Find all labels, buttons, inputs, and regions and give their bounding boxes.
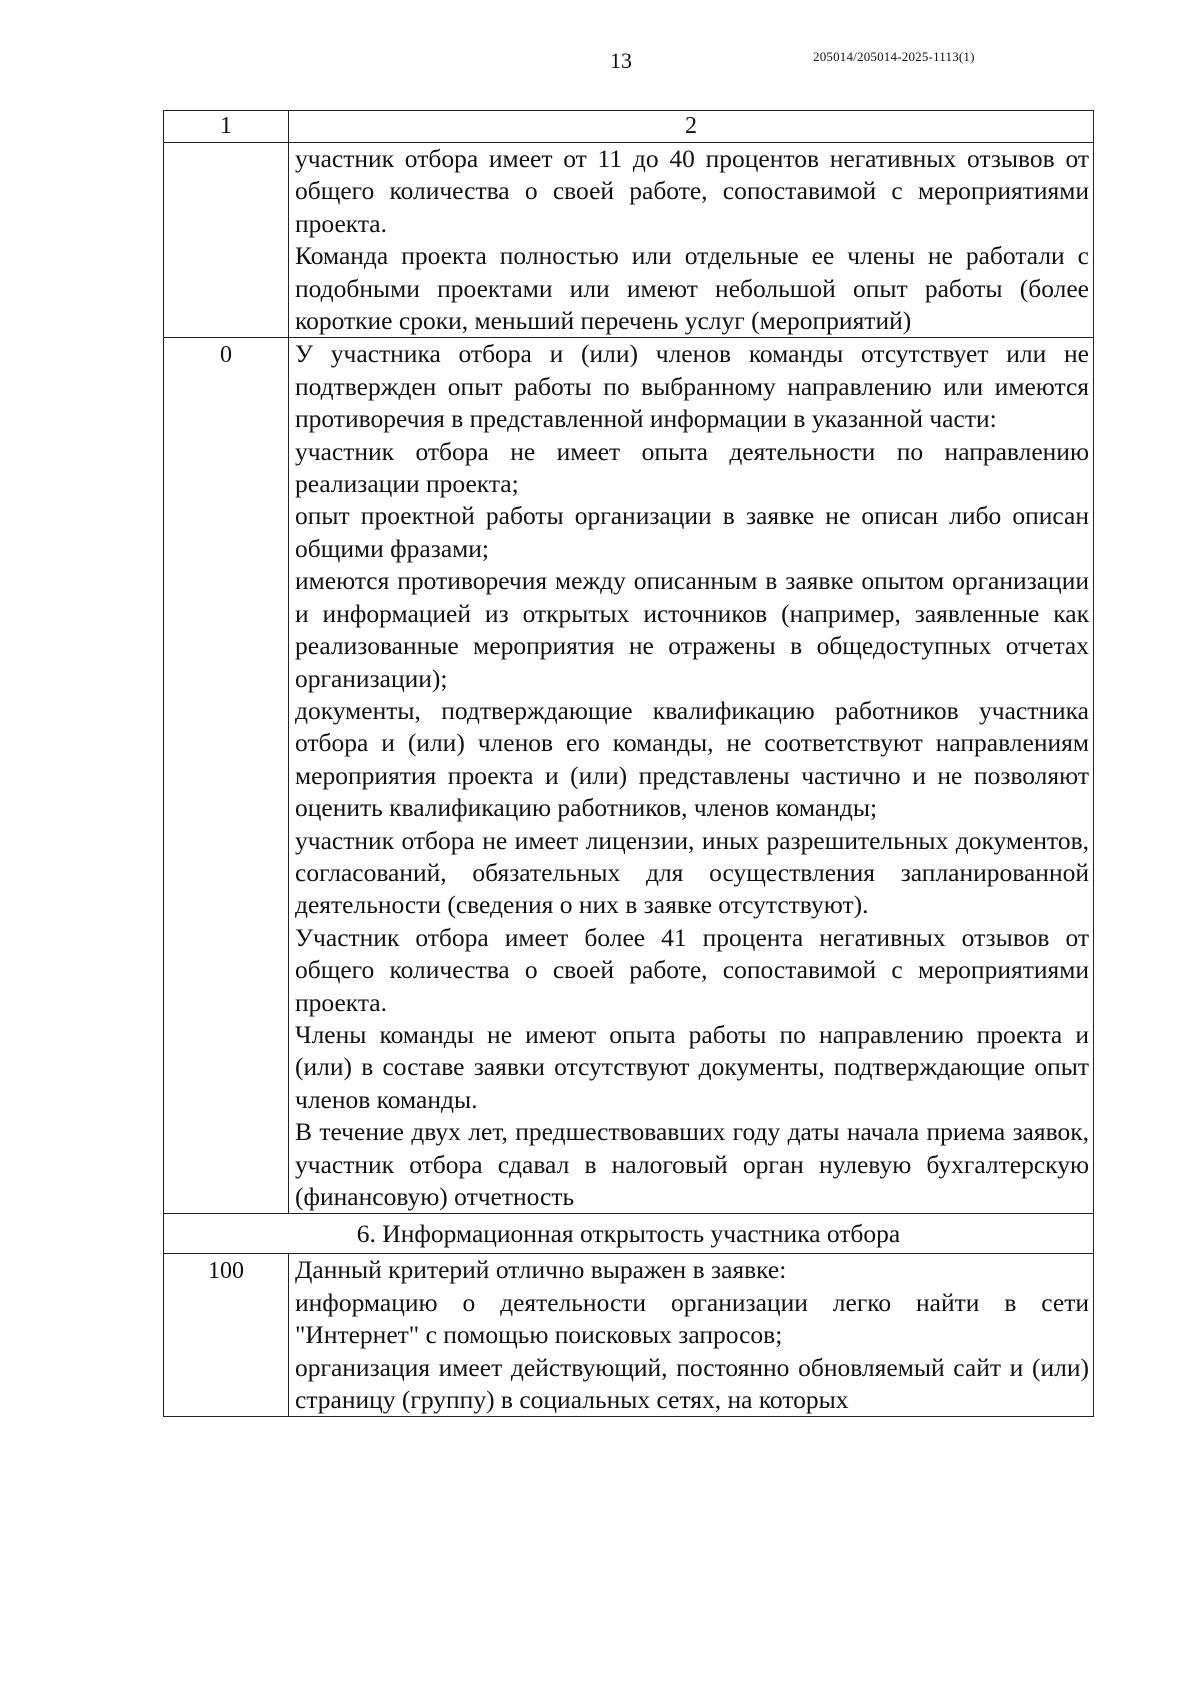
criteria-table: [163, 110, 1094, 1417]
paragraph: участник отбора имеет от 11 до 40 процентов негативных отзывов от общего количества о своей работе, сопоставимой с мероприятиями проекта.: [295, 144, 1089, 238]
column-header-description: 2: [289, 111, 1094, 143]
column-header-score: 1: [164, 111, 289, 143]
score-cell: 0: [164, 338, 289, 1214]
paragraph: информацию о деятельности организации легко найти в сети "Интернет" с помощью поисковых запросов;: [295, 1287, 1089, 1350]
table-row: [164, 1254, 1094, 1417]
table-row: [164, 143, 1094, 338]
table-row: [164, 338, 1094, 1214]
score-cell: [164, 143, 289, 338]
page-number: 13: [610, 48, 632, 73]
paragraph: Члены команды не имеют опыта работы по направлению проекта и (или) в составе заявки отсутствуют документы, подтверждающие опыт членов команды.: [295, 1019, 1089, 1114]
description-cell: [289, 338, 1094, 1214]
paragraph: участник отбора не имеет опыта деятельности по направлению реализации проекта;: [295, 436, 1089, 499]
section-title: 6. Информационная открытость участника отбора: [164, 1214, 1094, 1254]
document-code: 205014/205014-2025-1113(1): [813, 49, 975, 64]
score-cell: 100: [164, 1254, 289, 1417]
table-header-row: [164, 111, 1094, 143]
paragraph: участник отбора не имеет лицензии, иных разрешительных документов, согласований, обязательных для осуществления запланированной деятельности (сведения о них в заявке отсутствуют).: [295, 825, 1089, 920]
description-cell: [289, 143, 1094, 338]
description-cell: [289, 1254, 1094, 1417]
paragraph: В течение двух лет, предшествовавших году даты начала приема заявок, участник отбора сдавал в налоговый орган нулевую бухгалтерскую (финансовую) отчетность: [295, 1117, 1089, 1211]
paragraph: Команда проекта полностью или отдельные ее члены не работали с подобными проектами или имеют небольшой опыт работы (более короткие сроки, меньший перечень услуг (мероприятий): [295, 241, 1089, 336]
paragraph: организация имеет действующий, постоянно обновляемый сайт и (или) страницу (группу) в социальных сетях, на которых: [295, 1352, 1089, 1415]
paragraph: опыт проектной работы организации в заявке не описан либо описан общими фразами;: [295, 501, 1089, 563]
paragraph: Данный критерий отлично выражен в заявке:: [295, 1255, 787, 1285]
paragraph: имеются противоречия между описанным в заявке опытом организации и информацией из открытых источников (например, заявленные как реализованные мероприятия не отражены в общедоступных отчетах организации);: [295, 566, 1089, 693]
section-row: [164, 1214, 1094, 1254]
paragraph: документы, подтверждающие квалификацию работников участника отбора и (или) членов его команды, не соответствуют направлениям мероприятия проекта и (или) представлены частично и не позволяют оценить квалификацию работников, членов команды;: [295, 695, 1089, 823]
paragraph: У участника отбора и (или) членов команды отсутствует или не подтвержден опыт работы по выбранному направлению или имеются противоречия в представленной информации в указанной части:: [295, 339, 1089, 434]
paragraph: Участник отбора имеет более 41 процента негативных отзывов от общего количества о своей работе, сопоставимой с мероприятиями проекта.: [295, 922, 1089, 1017]
